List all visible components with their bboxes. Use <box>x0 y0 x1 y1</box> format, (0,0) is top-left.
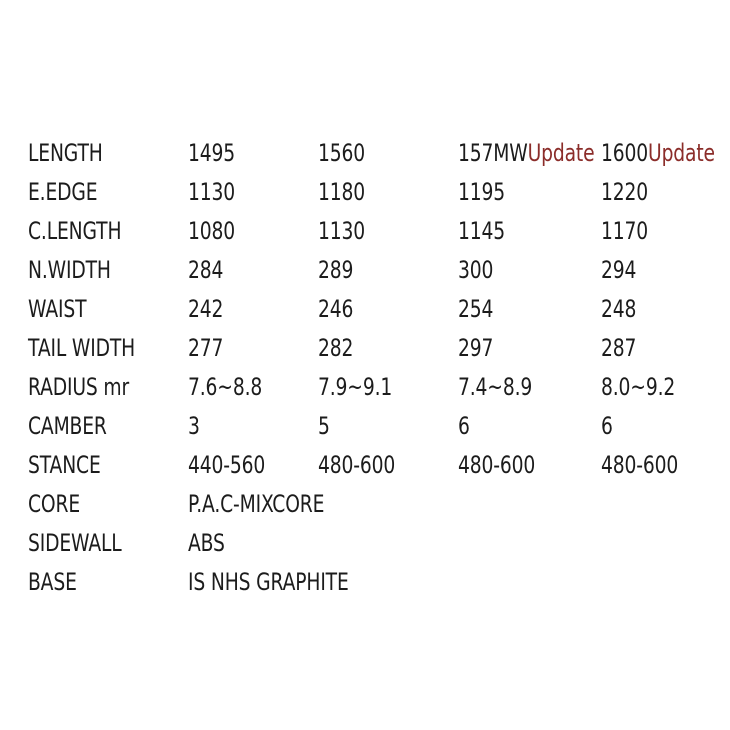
spec-row-c-length <box>28 212 728 251</box>
spec-value: 7.6~8.8 <box>188 373 263 401</box>
spec-value: 1080 <box>188 217 236 245</box>
spec-value: 242 <box>188 295 224 323</box>
spec-label: CORE <box>28 490 81 518</box>
spec-value: 1180 <box>318 178 366 206</box>
spec-value: 1130 <box>188 178 236 206</box>
spec-value: 277 <box>188 334 224 362</box>
spec-row-camber <box>28 407 728 446</box>
spec-value: 294 <box>601 256 637 284</box>
spec-value: 300 <box>458 256 494 284</box>
spec-value: IS NHS GRAPHITE <box>188 568 349 596</box>
spec-value-with-update <box>458 134 594 173</box>
update-tag: Update <box>648 139 715 167</box>
spec-value: 284 <box>188 256 224 284</box>
spec-value: 157MW <box>458 139 528 167</box>
spec-row-stance <box>28 446 728 485</box>
spec-label: TAIL WIDTH <box>28 334 136 362</box>
spec-row-radius <box>28 368 728 407</box>
spec-value: P.A.C-MIXCORE <box>188 490 325 518</box>
update-tag: Update <box>527 139 595 167</box>
spec-value: 1195 <box>458 178 506 206</box>
spec-value: 1560 <box>318 139 366 167</box>
spec-value: 1130 <box>318 217 366 245</box>
spec-value: 440-560 <box>188 451 266 479</box>
spec-value: 7.4~8.9 <box>458 373 533 401</box>
spec-row-n-width <box>28 251 728 290</box>
spec-label: CAMBER <box>28 412 107 440</box>
spec-value: 282 <box>318 334 354 362</box>
spec-value: ABS <box>188 529 225 557</box>
spec-row-e-edge <box>28 173 728 212</box>
spec-row-sidewall <box>28 524 728 563</box>
spec-value: 289 <box>318 256 354 284</box>
spec-label: C.LENGTH <box>28 217 122 245</box>
spec-row-tail-width <box>28 329 728 368</box>
spec-label: LENGTH <box>28 139 103 167</box>
spec-value: 287 <box>601 334 637 362</box>
spec-label: SIDEWALL <box>28 529 122 557</box>
spec-value: 297 <box>458 334 494 362</box>
spec-row-core <box>28 485 728 524</box>
spec-row-length <box>28 134 728 173</box>
spec-label: WAIST <box>28 295 87 323</box>
spec-value: 7.9~9.1 <box>318 373 393 401</box>
spec-value: 246 <box>318 295 354 323</box>
spec-value: 248 <box>601 295 637 323</box>
spec-label: E.EDGE <box>28 178 98 206</box>
spec-value: 254 <box>458 295 494 323</box>
spec-value: 8.0~9.2 <box>601 373 676 401</box>
spec-value: 6 <box>458 412 470 440</box>
spec-value-with-update <box>601 134 715 173</box>
spec-value: 1145 <box>458 217 506 245</box>
spec-row-base <box>28 563 728 602</box>
spec-label: BASE <box>28 568 77 596</box>
spec-label: N.WIDTH <box>28 256 111 284</box>
spec-row-waist <box>28 290 728 329</box>
spec-value: 1495 <box>188 139 236 167</box>
spec-value: 3 <box>188 412 200 440</box>
spec-value: 1600 <box>601 139 649 167</box>
spec-label: RADIUS mr <box>28 373 130 401</box>
spec-value: 5 <box>318 412 330 440</box>
spec-value: 1170 <box>601 217 649 245</box>
spec-value: 480-600 <box>458 451 536 479</box>
spec-value: 480-600 <box>601 451 679 479</box>
spec-value: 480-600 <box>318 451 396 479</box>
spec-value: 1220 <box>601 178 649 206</box>
spec-label: STANCE <box>28 451 101 479</box>
spec-table <box>28 134 728 602</box>
spec-value: 6 <box>601 412 613 440</box>
